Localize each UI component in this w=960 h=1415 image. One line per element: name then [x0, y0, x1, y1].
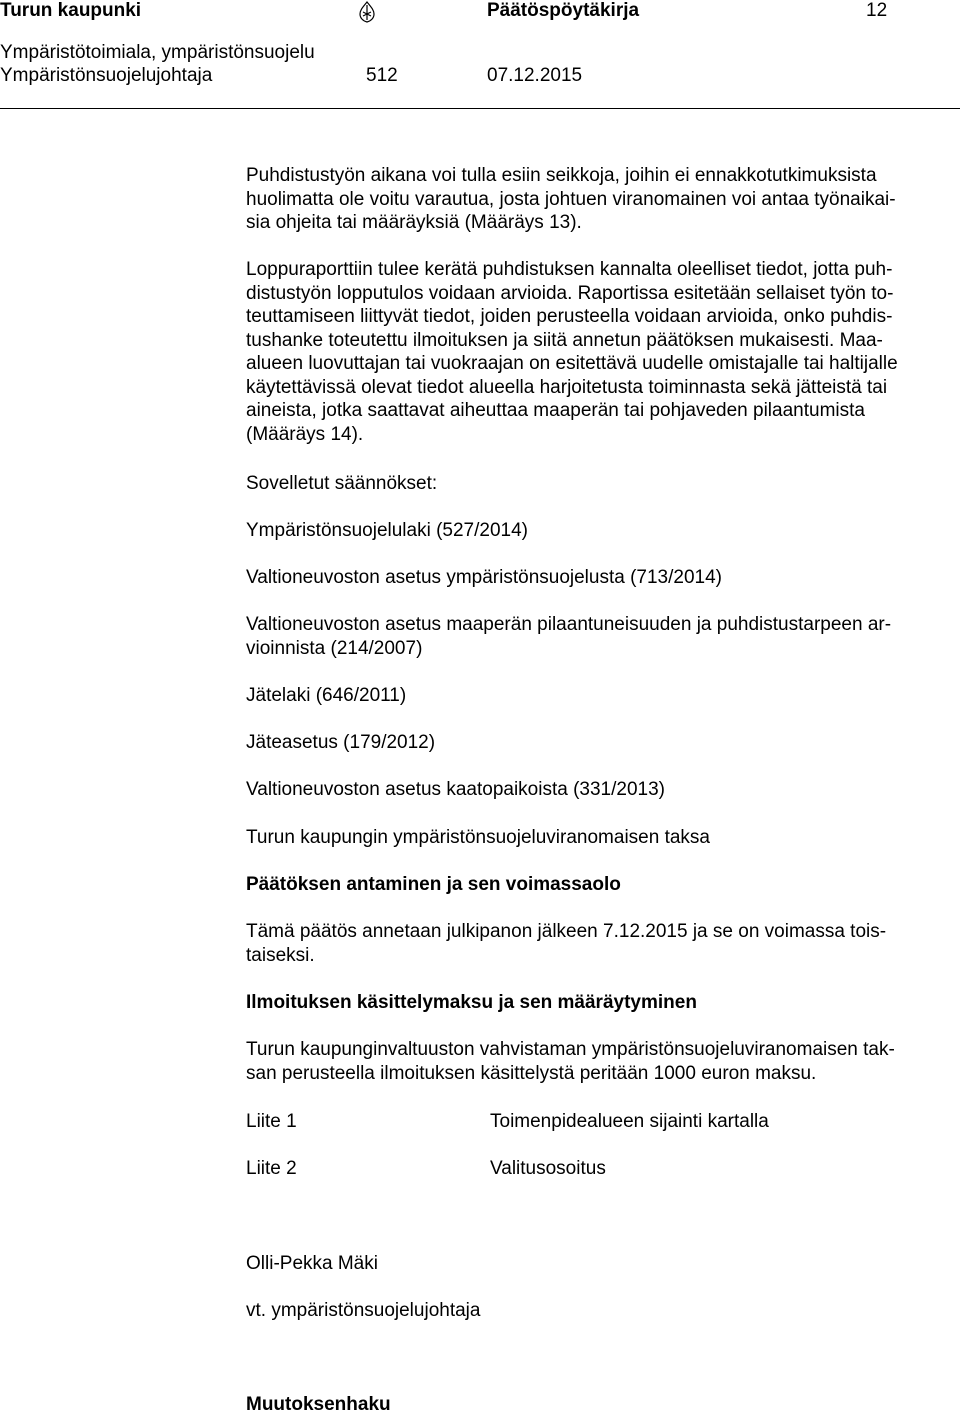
org-name: Turun kaupunki: [0, 0, 142, 21]
paragraph-final-report: [246, 258, 958, 446]
city-crest-icon: [355, 0, 379, 24]
text-line: Loppuraporttiin tulee kerätä puhdistuksen kannalta oleelliset tiedot, jotta puh-: [246, 259, 893, 280]
official-title: Ympäristönsuojelujohtaja: [0, 65, 213, 86]
attachment-label: Liite 2: [246, 1158, 297, 1179]
text-line: käytettävissä olevat tiedot alueella harjoitetusta toiminnasta sekä jätteistä tai: [246, 376, 888, 398]
fee-heading: Ilmoituksen käsittelymaksu ja sen määräytyminen: [246, 992, 697, 1013]
attachment-title: Valitusosoitus: [490, 1158, 606, 1179]
attachment-label: Liite 1: [246, 1111, 297, 1132]
doc-type: Päätöspöytäkirja: [487, 0, 640, 21]
text-line: huolimatta ole voitu varautua, josta johtuen viranomainen voi antaa työnaikai-: [246, 188, 896, 210]
meeting-date: 07.12.2015: [487, 65, 583, 86]
rule-item: [246, 613, 958, 660]
rule-item: Turun kaupungin ympäristönsuojeluviranomaisen taksa: [246, 827, 710, 848]
department: Ympäristötoimiala, ympäristönsuojelu: [0, 42, 315, 63]
text-line: Valtioneuvoston asetus maaperän pilaantuneisuuden ja puhdistustarpeen ar-: [246, 614, 892, 635]
text-line: taiseksi.: [246, 944, 315, 966]
text-line: vioinnista (214/2007): [246, 637, 423, 659]
rule-item: Valtioneuvoston asetus ympäristönsuojelusta (713/2014): [246, 567, 722, 588]
text-line: san perusteella ilmoituksen käsittelystä peritään 1000 euron maksu.: [246, 1062, 817, 1084]
text-line: Turun kaupunginvaltuuston vahvistaman ympäristönsuojeluviranomaisen tak-: [246, 1039, 895, 1060]
rule-item: Valtioneuvoston asetus kaatopaikoista (331/2013): [246, 779, 665, 800]
page-number: 12: [866, 0, 888, 21]
text-line: aineista, jotka saattavat aiheuttaa maaperän tai pohjaveden pilaantumista: [246, 400, 865, 421]
text-line: teuttamiseen liittyvät tiedot, joiden perusteella voidaan arvioida, onko puhdis-: [246, 306, 893, 327]
validity-text: [246, 920, 958, 967]
text-line: distustyön lopputulos voidaan arvioida. Raportissa esitetään sellaiset työn to-: [246, 282, 894, 304]
appeal-heading: Muutoksenhaku: [246, 1394, 391, 1415]
text-line: tushanke toteutettu ilmoituksen ja siitä annetun päätöksen mukaisesti. Maa-: [246, 329, 883, 351]
rule-item: Jätelaki (646/2011): [246, 685, 407, 706]
rule-item: Jäteasetus (179/2012): [246, 732, 436, 753]
text-line: Tämä päätös annetaan julkipanon jälkeen 7.12.2015 ja se on voimassa tois-: [246, 921, 887, 942]
validity-heading: Päätöksen antaminen ja sen voimassaolo: [246, 874, 621, 895]
text-line: sia ohjeita tai määräyksiä (Määräys 13).: [246, 212, 582, 233]
signer-name: Olli-Pekka Mäki: [246, 1253, 378, 1274]
rule-item: Ympäristönsuojelulaki (527/2014): [246, 520, 528, 541]
rules-heading: Sovelletut säännökset:: [246, 473, 438, 494]
text-line: alueen luovuttajan tai vuokraajan on esitettävä uudelle omistajalle tai haltijalle: [246, 353, 898, 374]
text-line: (Määräys 14).: [246, 423, 364, 445]
paragraph-interim-orders: [246, 164, 958, 235]
header-divider: [0, 108, 960, 109]
attachment-title: Toimenpidealueen sijainti kartalla: [490, 1111, 769, 1132]
section-number: 512: [366, 65, 398, 86]
text-line: Puhdistustyön aikana voi tulla esiin seikkoja, joihin ei ennakkotutkimuksista: [246, 165, 877, 186]
fee-text: [246, 1038, 958, 1085]
signer-title: vt. ympäristönsuojelujohtaja: [246, 1300, 481, 1321]
